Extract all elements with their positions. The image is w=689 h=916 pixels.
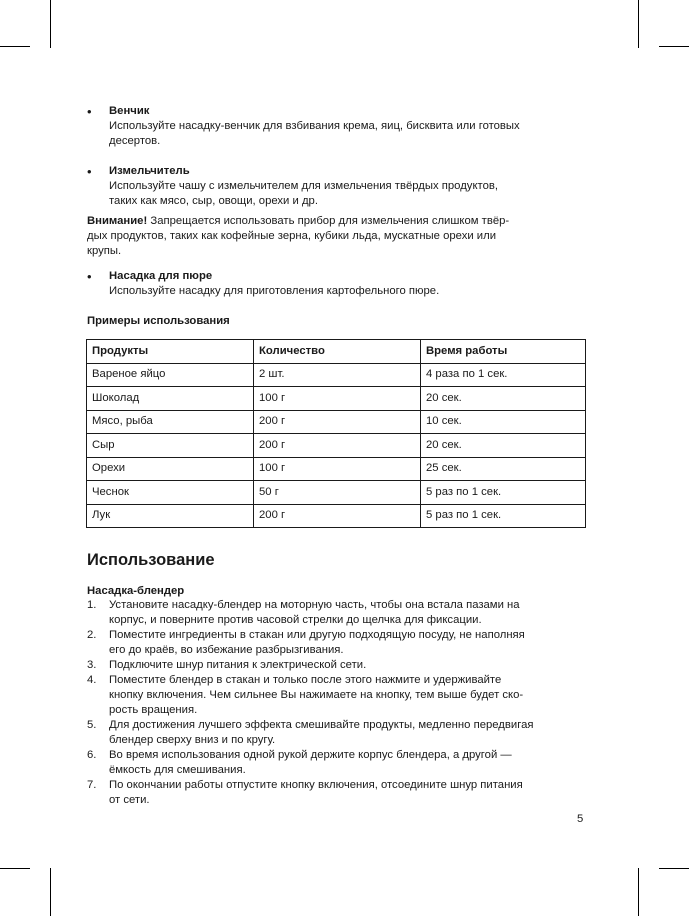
step-number: 2. (87, 629, 97, 641)
list-item (87, 673, 597, 718)
warning-text-line: дых продуктов, таких как кофейные зерна, кубики льда, мускатные орехи или (87, 230, 497, 242)
table-cell: Вареное яйцо (87, 363, 254, 387)
step-number: 4. (87, 674, 97, 686)
table-cell: Лук (87, 504, 254, 528)
table-header-cell: Продукты (87, 340, 254, 364)
page-number: 5 (577, 813, 584, 825)
bullet-dot: • (87, 269, 92, 284)
table-cell: 5 раз по 1 сек. (421, 481, 586, 505)
warning-label: Внимание! (87, 215, 148, 227)
step-text-line: Поместите блендер в стакан и только после этого нажмите и удерживайте (109, 674, 502, 686)
list-item (87, 718, 597, 748)
table-cell: 200 г (254, 410, 421, 434)
crop-mark (638, 0, 639, 48)
table-header-cell: Количество (254, 340, 421, 364)
step-text-line: ёмкость для смешивания. (109, 764, 246, 776)
table-cell: Чеснок (87, 481, 254, 505)
bullet-dot: • (87, 104, 92, 119)
list-item (87, 598, 597, 628)
list-item (87, 628, 597, 658)
table-cell: 5 раз по 1 сек. (421, 504, 586, 528)
table-cell: 20 сек. (421, 434, 586, 458)
table-cell: 50 г (254, 481, 421, 505)
table-row (87, 434, 586, 458)
bullet-text-line: Используйте насадку-венчик для взбивания крема, яиц, бисквита или готовых (109, 120, 520, 132)
table-cell: 200 г (254, 434, 421, 458)
bullet-title: Венчик (109, 105, 150, 117)
step-text-line: Установите насадку-блендер на моторную часть, чтобы она встала пазами на (109, 599, 520, 611)
table-header-cell: Время работы (421, 340, 586, 364)
step-text-line: от сети. (109, 794, 150, 806)
bullet-text-line: десертов. (109, 135, 161, 147)
bullet-title: Насадка для пюре (109, 270, 213, 282)
list-item (87, 658, 597, 673)
step-text-line: Для достижения лучшего эффекта смешивайте продукты, медленно передвигая (109, 719, 534, 731)
table-cell: Орехи (87, 457, 254, 481)
crop-mark (0, 46, 30, 47)
step-number: 6. (87, 749, 97, 761)
table-row (87, 363, 586, 387)
table-cell: 20 сек. (421, 387, 586, 411)
step-text-line: По окончании работы отпустите кнопку включения, отсоедините шнур питания (109, 779, 523, 791)
bullet-text-line: таких как мясо, сыр, овощи, орехи и др. (109, 195, 318, 207)
usage-examples-table (86, 339, 586, 528)
step-text-line: рость вращения. (109, 704, 198, 716)
step-number: 3. (87, 659, 97, 671)
table-cell: Сыр (87, 434, 254, 458)
crop-mark (50, 868, 51, 916)
step-number: 5. (87, 719, 97, 731)
instructions-list (87, 598, 597, 808)
bullet-dot: • (87, 164, 92, 179)
crop-mark (638, 868, 639, 916)
step-text-line: блендер сверху вниз и по кругу. (109, 734, 276, 746)
crop-mark (659, 868, 689, 869)
table-cell: 2 шт. (254, 363, 421, 387)
step-text-line: Поместите ингредиенты в стакан или другую подходящую посуду, не наполняя (109, 629, 525, 641)
table-row (87, 481, 586, 505)
crop-mark (659, 46, 689, 47)
table-cell: 100 г (254, 457, 421, 481)
table-cell: 25 сек. (421, 457, 586, 481)
list-item (87, 748, 597, 778)
table-cell: 100 г (254, 387, 421, 411)
examples-title: Примеры использования (87, 315, 230, 327)
table-cell: 10 сек. (421, 410, 586, 434)
step-text-line: Во время использования одной рукой держите корпус блендера, а другой — (109, 749, 512, 761)
table-header-row (87, 340, 586, 364)
warning-paragraph (87, 214, 597, 259)
bullet-text-line: Используйте чашу с измельчителем для измельчения твёрдых продуктов, (109, 180, 498, 192)
table-cell: 200 г (254, 504, 421, 528)
section-title: Использование (87, 551, 215, 569)
table-row (87, 457, 586, 481)
crop-mark (50, 0, 51, 48)
warning-text-line: крупы. (87, 245, 122, 257)
step-text-line: кнопку включения. Чем сильнее Вы нажимаете на кнопку, тем выше будет ско- (109, 689, 524, 701)
subsection-title: Насадка-блендер (87, 585, 185, 597)
table-row (87, 504, 586, 528)
crop-mark (0, 868, 30, 869)
table-row (87, 410, 586, 434)
list-item (87, 778, 597, 808)
step-text-line: его до краёв, во избежание разбрызгивания. (109, 644, 344, 656)
bullet-title: Измельчитель (109, 165, 190, 177)
bullet-text-line: Используйте насадку для приготовления картофельного пюре. (109, 285, 440, 297)
step-number: 1. (87, 599, 97, 611)
step-text-line: корпус, и поверните против часовой стрелки до щелчка для фиксации. (109, 614, 482, 626)
table-cell: Шоколад (87, 387, 254, 411)
table-cell: Мясо, рыба (87, 410, 254, 434)
warning-text-line: Запрещается использовать прибор для измельчения слишком твёр- (147, 215, 510, 227)
table-row (87, 387, 586, 411)
step-text-line: Подключите шнур питания к электрической сети. (109, 659, 367, 671)
step-number: 7. (87, 779, 97, 791)
table-cell: 4 раза по 1 сек. (421, 363, 586, 387)
